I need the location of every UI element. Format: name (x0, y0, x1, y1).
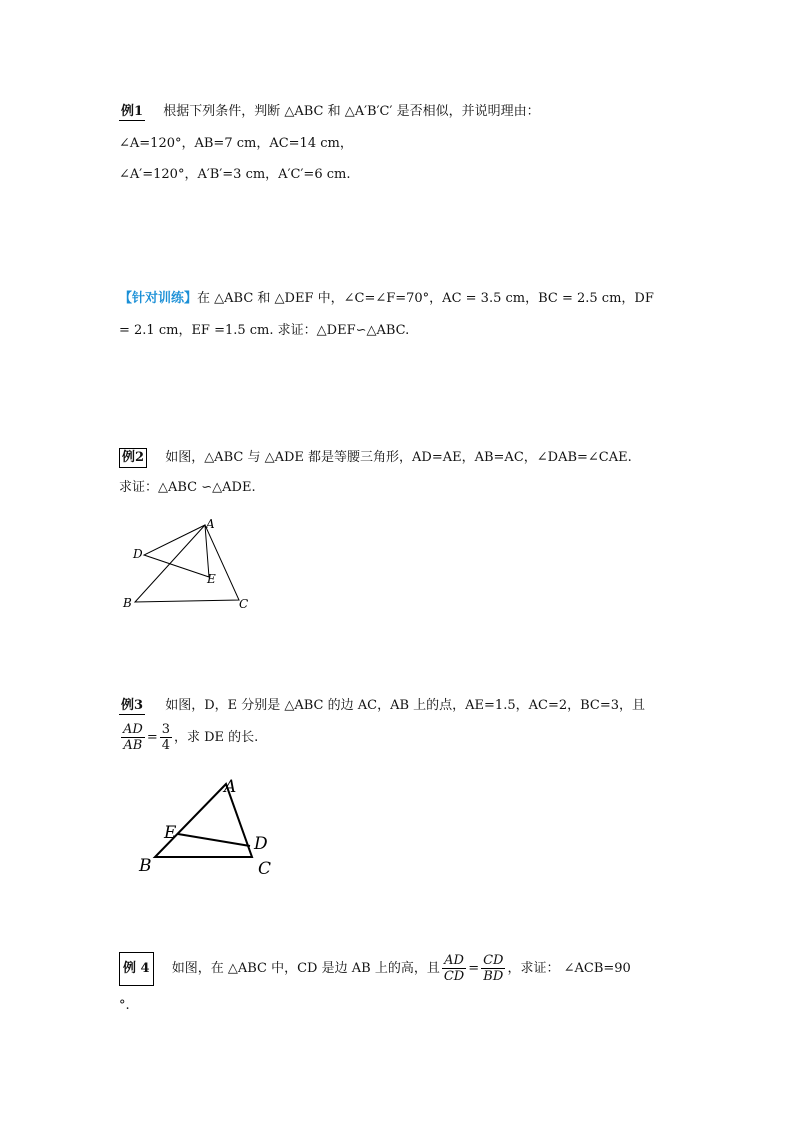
example-3-figure (130, 770, 290, 880)
example-2-tag: 例2 (119, 448, 147, 468)
example-2-figure (115, 510, 265, 620)
example-1-condition-1: ∠A=120°，AB=7 cm，AC=14 cm， (119, 136, 353, 151)
example-1-line-1 (119, 104, 679, 121)
fraction-three-quarters: $\frac{3}{4}$ (161, 722, 170, 753)
example-4-text-2: ，求证： ∠ACB=90 (507, 961, 631, 976)
example-4-line-2: °. (119, 998, 130, 1013)
label-e-3: E (164, 823, 177, 843)
training-tag: 【针对训练】 (119, 291, 198, 306)
label-b: B (123, 596, 132, 610)
example-2-text-1: 如图，△ABC 与 △ADE 都是等腰三角形，AD=AE，AB=AC，∠DAB=∠CAE. (165, 450, 632, 465)
example-3-text-2: ，求 DE 的长. (174, 730, 259, 745)
fraction-cd-bd: $\frac{CD}{BD}$ (483, 953, 504, 984)
triangle-abc (135, 525, 239, 602)
example-3-line-2: $\frac{AD}{AB}$ = $\frac{3}{4}$ ，求 DE 的长. (123, 722, 259, 753)
label-c-3: C (258, 859, 272, 879)
label-d-3: D (254, 834, 268, 854)
label-c: C (239, 597, 249, 611)
training-text-1: 在 △ABC 和 △DEF 中，∠C=∠F=70°，AC = 3.5 cm，BC = 2.5 cm，DF (197, 291, 654, 306)
example-3-tag: 例3 (121, 698, 144, 713)
example-2-line-2: 求证：△ABC ∽△ADE. (119, 480, 256, 495)
label-b-3: B (139, 856, 152, 876)
fraction-ad-ab: $\frac{AD}{AB}$ (123, 722, 143, 753)
training-line-2: = 2.1 cm，EF =1.5 cm. 求证：△DEF∽△ABC. (119, 323, 410, 338)
example-3-text-1: 如图，D，E 分别是 △ABC 的边 AC，AB 上的点，AE=1.5，AC=2，BC=3，且 (165, 698, 646, 713)
example-4-text-1: 如图，在 △ABC 中，CD 是边 AB 上的高，且 (171, 961, 440, 976)
example-2-line-1 (119, 448, 679, 468)
triangle-abc-3 (155, 784, 252, 857)
label-d: D (133, 547, 143, 561)
training-line-1 (119, 291, 679, 307)
example-4-tag: 例 4 (119, 952, 154, 986)
segment-de (178, 834, 250, 846)
fraction-ad-cd: $\frac{AD}{CD}$ (443, 953, 465, 984)
triangle-ade (144, 525, 209, 577)
label-a: A (206, 517, 215, 531)
example-1-tag: 例1 (121, 104, 144, 119)
example-3-line-1 (119, 698, 679, 715)
example-1-condition-2: ∠A′=120°，A′B′=3 cm，A′C′=6 cm. (119, 167, 351, 182)
label-a-3: A (224, 777, 237, 797)
example-4-line-1: 例 4 如图，在 △ABC 中，CD 是边 AB 上的高，且 $\frac{AD}{CD}$ = $\frac{CD}{BD}$ ，求证： ∠ACB=90 (119, 947, 679, 991)
label-e: E (207, 572, 216, 586)
example-1-question: 根据下列条件，判断 △ABC 和 △A′B′C′ 是否相似，并说明理由： (163, 104, 540, 119)
